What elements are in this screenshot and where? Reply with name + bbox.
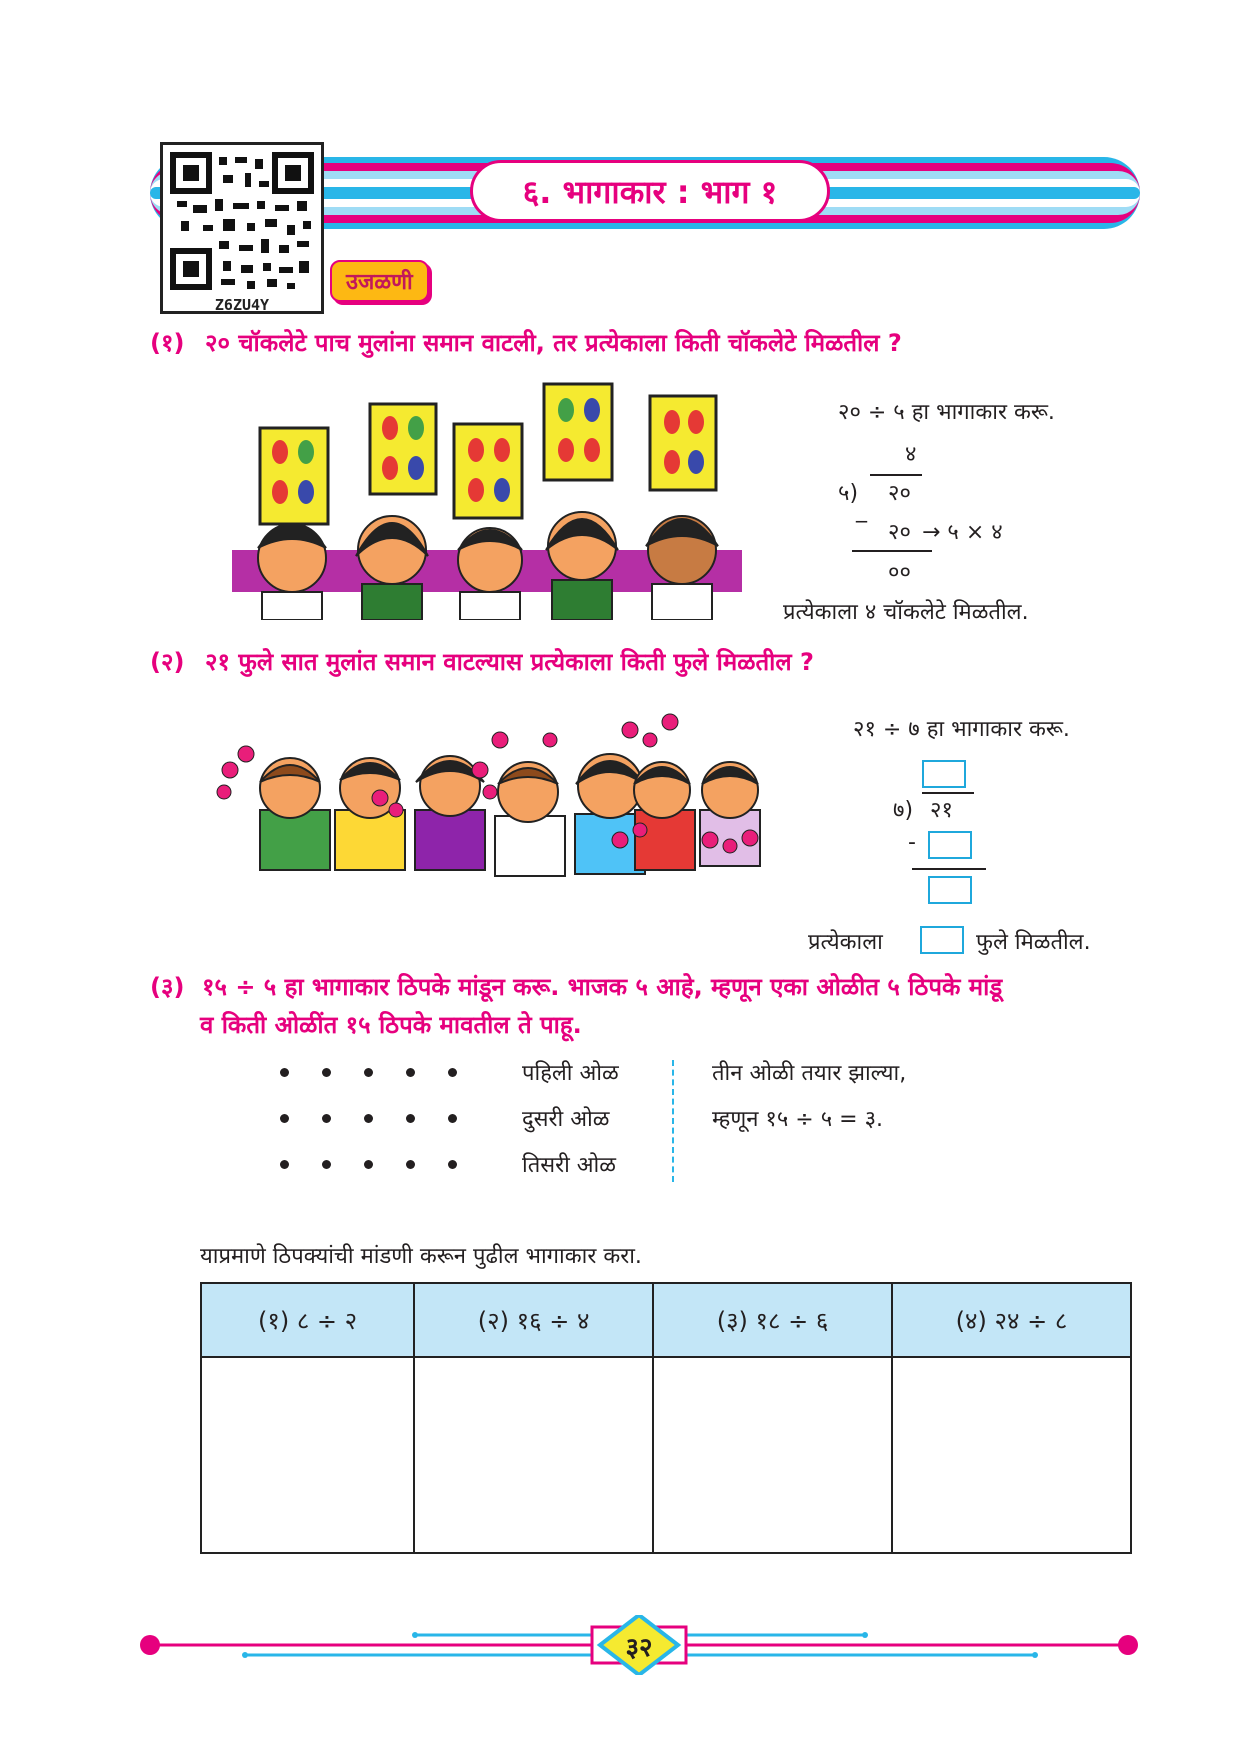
qr-code-caption: Z6ZU4Y xyxy=(214,296,270,314)
q2-answer-prefix: प्रत्येकाला xyxy=(808,930,883,955)
q1-work-title: २० ÷ ५ हा भागाकार करू. xyxy=(838,400,1055,425)
dot xyxy=(322,1068,331,1077)
q1-quotient: ४ xyxy=(905,442,917,467)
dot-grid xyxy=(276,1060,466,1180)
exercise-header-4: (४) २४ ÷ ८ xyxy=(892,1283,1131,1357)
q2-work-title: २१ ÷ ७ हा भागाकार करू. xyxy=(853,717,1070,742)
q1-result-line xyxy=(852,550,932,552)
dot xyxy=(406,1114,415,1123)
dot xyxy=(448,1114,457,1123)
exercise-answer-cell-3[interactable] xyxy=(653,1357,892,1553)
divider xyxy=(672,1060,674,1182)
q3-text-line2: व किती ओळींत १५ ठिपके मावतील ते पाहू. xyxy=(200,1011,582,1039)
q2-text: २१ फुले सात मुलांत समान वाटल्यास प्रत्येकाला किती फुले मिळतील ? xyxy=(205,648,814,676)
exercise-answer-cell-1[interactable] xyxy=(201,1357,414,1553)
q2-answer-suffix: फुले मिळतील. xyxy=(976,930,1091,955)
q2-illustration xyxy=(210,710,835,890)
row-label-2: दुसरी ओळ xyxy=(522,1107,610,1132)
q1-text: २० चॉकलेटे पाच मुलांना समान वाटली, तर प्रत्येकाला किती चॉकलेटे मिळतील ? xyxy=(205,329,902,357)
q2-remainder-box[interactable] xyxy=(928,876,972,904)
q1-division-bar xyxy=(870,474,922,476)
row-label-1: पहिली ओळ xyxy=(522,1061,619,1086)
q1-answer: प्रत्येकाला ४ चॉकलेटे मिळतील. xyxy=(783,600,1029,625)
q2-number: (२) xyxy=(150,648,185,676)
dot xyxy=(406,1160,415,1169)
q2-answer-box[interactable] xyxy=(920,926,964,954)
q1-number: (१) xyxy=(150,329,185,357)
q2-result-line xyxy=(912,868,986,870)
exercise-table xyxy=(200,1282,1132,1554)
q1-subtract: २० xyxy=(888,520,911,545)
dot xyxy=(364,1068,373,1077)
q1-divisor: ५) xyxy=(838,481,859,506)
q3-conclusion-line1: तीन ओळी तयार झाल्या, xyxy=(712,1061,907,1086)
row-label-3: तिसरी ओळ xyxy=(522,1153,617,1178)
exercise-answer-cell-4[interactable] xyxy=(892,1357,1131,1553)
q2-divisor: ७) xyxy=(893,798,914,823)
q2-quotient-box[interactable] xyxy=(922,760,966,788)
dot xyxy=(280,1114,289,1123)
dot xyxy=(364,1114,373,1123)
page-number: ३२ xyxy=(625,1633,653,1663)
exercise-instruction: याप्रमाणे ठिपक्यांची मांडणी करून पुढील भागाकार करा. xyxy=(200,1244,642,1269)
dot xyxy=(406,1068,415,1077)
dot xyxy=(448,1068,457,1077)
exercise-answer-cell-2[interactable] xyxy=(414,1357,653,1553)
q1-remainder: ०० xyxy=(888,560,911,585)
qr-code xyxy=(160,142,324,314)
q3-number: (३) xyxy=(150,973,185,1001)
q1-dividend: २० xyxy=(888,481,911,506)
exercise-header-2: (२) १६ ÷ ४ xyxy=(414,1283,653,1357)
q3-conclusion-line2: म्हणून १५ ÷ ५ = ३. xyxy=(712,1107,884,1132)
q2-minus: - xyxy=(908,830,916,855)
dot xyxy=(280,1068,289,1077)
q1-illustration xyxy=(232,380,742,620)
q2-dividend: २१ xyxy=(930,798,953,823)
dot xyxy=(280,1160,289,1169)
exercise-header-3: (३) १८ ÷ ६ xyxy=(653,1283,892,1357)
q2-subtract-box[interactable] xyxy=(928,831,972,859)
exercise-header-1: (१) ८ ÷ २ xyxy=(201,1283,414,1357)
revision-tag: उजळणी xyxy=(330,260,429,302)
q1-product-note: → ५ × ४ xyxy=(922,520,1003,545)
q1-minus-sign: _ xyxy=(856,498,867,523)
q3-text-line1: १५ ÷ ५ हा भागाकार ठिपके मांडून करू. भाजक ५ आहे, म्हणून एका ओळीत ५ ठिपके मांडू xyxy=(202,973,1003,1001)
chapter-title: ६. भागाकार : भाग १ xyxy=(470,160,830,222)
dot xyxy=(322,1160,331,1169)
dot xyxy=(322,1114,331,1123)
dot xyxy=(448,1160,457,1169)
dot xyxy=(364,1160,373,1169)
